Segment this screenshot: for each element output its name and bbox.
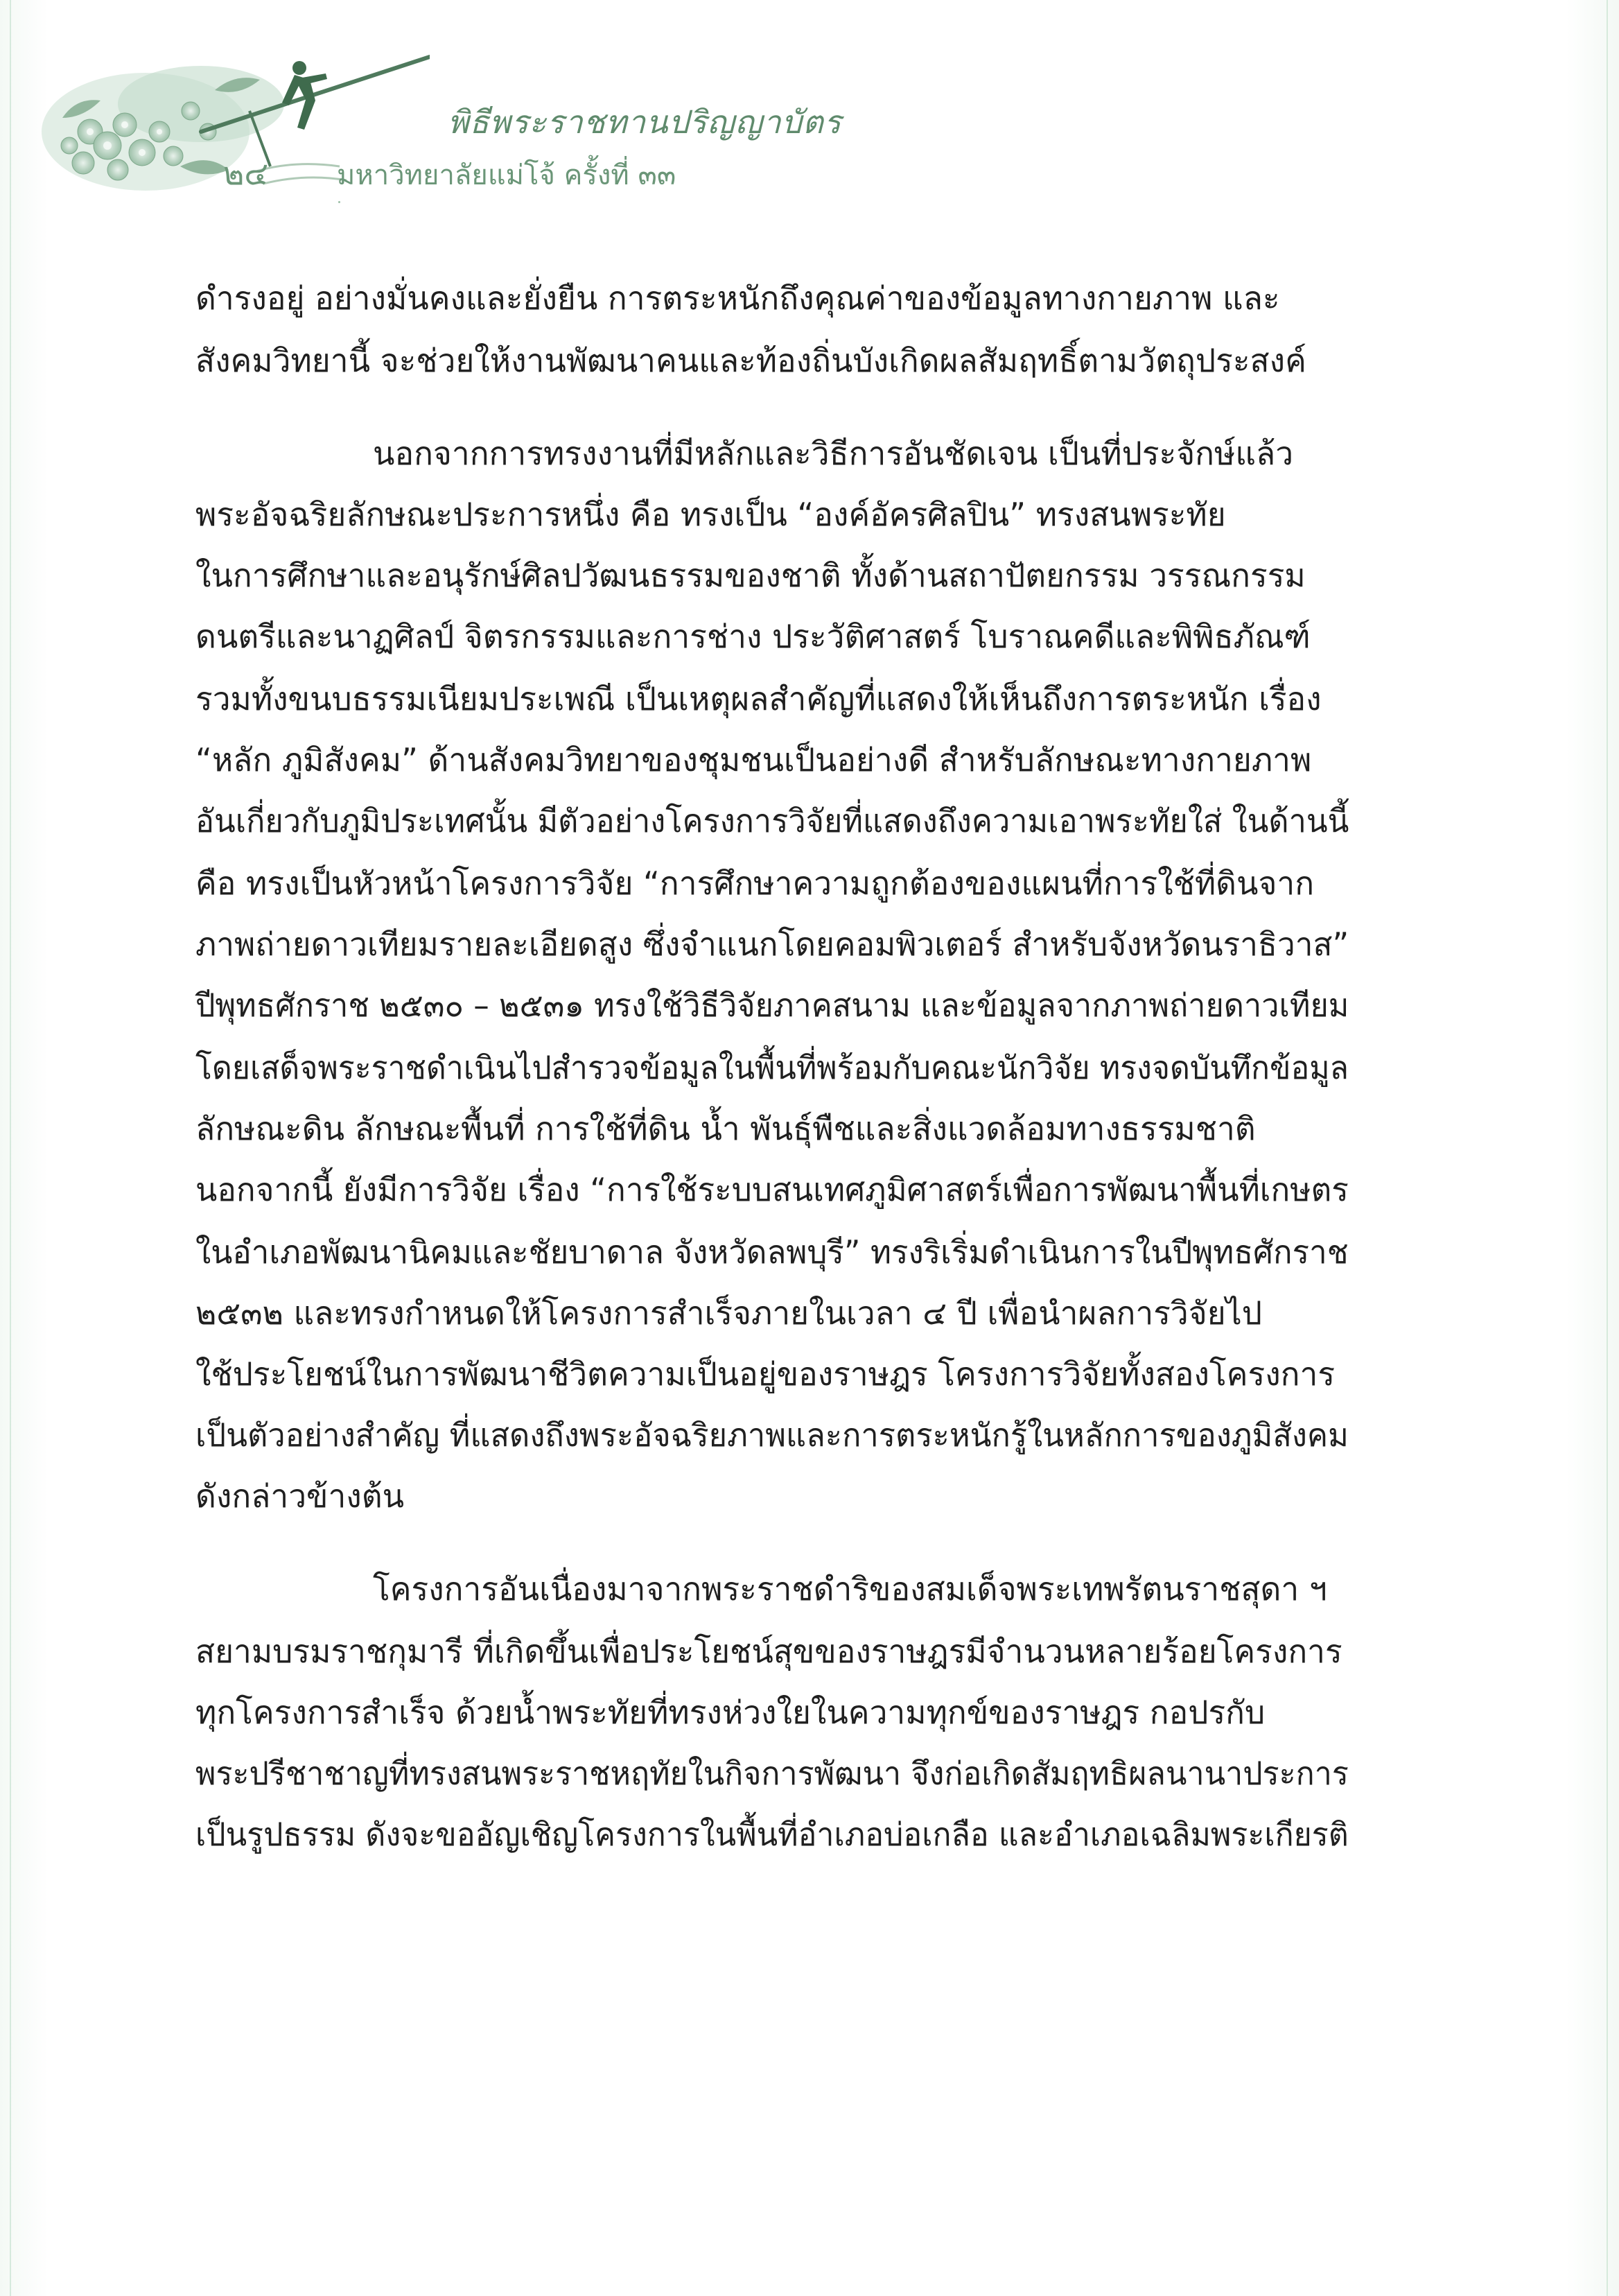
body-line: ในอำเภอพัฒนานิคมและชัยบาดาล จังหวัดลพบุรี” ทรงริเริ่มดำเนินการในปีพุทธศักราช [195,1233,1349,1271]
university-subtitle: มหาวิทยาลัยแม่โจ้ ครั้งที่ ๓๓ [337,159,676,191]
body-line: โดยเสด็จพระราชดำเนินไปสำรวจข้อมูลในพื้นที่พร้อมกับคณะนักวิจัย ทรงจดบันทึกข้อมูล [195,1049,1349,1086]
body-line: อันเกี่ยวกับภูมิประเทศนั้น มีตัวอย่างโครงการวิจัยที่แสดงถึงความเอาพระทัยใส่ ในด้านนี้ [195,802,1349,840]
body-line: นอกจากนี้ ยังมีการวิจัย เรื่อง “การใช้ระบบสนเทศภูมิศาสตร์เพื่อการพัฒนาพื้นที่เกษตร [195,1171,1349,1208]
page-left-edge [10,0,11,2296]
body-line: ๒๕๓๒ และทรงกำหนดให้โครงการสำเร็จภายในเวลา ๔ ปี เพื่อนำผลการวิจัยไป [195,1294,1263,1332]
body-line: ทุกโครงการสำเร็จ ด้วยน้ำพระทัยที่ทรงห่วงใยในความทุกข์ของราษฎร กอปรกับ [195,1694,1266,1731]
header-dot-mark [338,201,340,203]
body-line: ลักษณะดิน ลักษณะพื้นที่ การใช้ที่ดิน น้ำ พันธุ์พืชและสิ่งแวดล้อมทางธรรมชาติ [195,1110,1256,1147]
body-line: ในการศึกษาและอนุรักษ์ศิลปวัฒนธรรมของชาติ ทั้งด้านสถาปัตยกรรม วรรณกรรม [195,557,1306,594]
body-line: คือ ทรงเป็นหัวหน้าโครงการวิจัย “การศึกษาความถูกต้องของแผนที่การใช้ที่ดินจาก [195,864,1315,902]
body-line: สังคมวิทยานี้ จะช่วยให้งานพัฒนาคนและท้องถิ่นบังเกิดผลสัมฤทธิ์ตามวัตถุประสงค์ [195,342,1306,379]
body-line: ภาพถ่ายดาวเทียมรายละเอียดสูง ซึ่งจำแนกโดยคอมพิวเตอร์ สำหรับจังหวัดนราธิวาส” [195,925,1349,963]
body-line: นอกจากการทรงงานที่มีหลักและวิธีการอันชัดเจน เป็นที่ประจักษ์แล้ว [373,435,1294,472]
body-line: ปีพุทธศักราช ๒๕๓๐ – ๒๕๓๑ ทรงใช้วิธีวิจัยภาคสนาม และข้อมูลจากภาพถ่ายดาวเทียม [195,986,1349,1024]
page-number: ๒๔ [223,155,269,192]
body-line: สยามบรมราชกุมารี ที่เกิดขึ้นเพื่อประโยชน์สุขของราษฎรมีจำนวนหลายร้อยโครงการ [195,1633,1342,1670]
body-line: “หลัก ภูมิสังคม” ด้านสังคมวิทยาของชุมชนเป็นอย่างดี สำหรับลักษณะทางกายภาพ [195,741,1312,779]
body-line: ดนตรีและนาฏศิลป์ จิตรกรรมและการช่าง ประวัติศาสตร์ โบราณคดีและพิพิธภัณฑ์ [195,618,1311,655]
body-line: รวมทั้งขนบธรรมเนียมประเพณี เป็นเหตุผลสำคัญที่แสดงให้เห็นถึงการตระหนัก เรื่อง [195,680,1322,718]
body-line: ดังกล่าวข้างต้น [195,1477,405,1515]
ceremony-title: พิธีพระราชทานปริญญาบัตร [448,103,842,141]
body-line: พระอัจฉริยลักษณะประการหนึ่ง คือ ทรงเป็น “องค์อัครศิลปิน” ทรงสนพระทัย [195,496,1226,533]
body-line: โครงการอันเนื่องมาจากพระราชดำริของสมเด็จพระเทพรัตนราชสุดา ฯ [373,1570,1327,1608]
body-line: เป็นรูปธรรม ดังจะขออัญเชิญโครงการในพื้นที่อำเภอบ่อเกลือ และอำเภอเฉลิมพระเกียรติ [195,1816,1349,1853]
body-line: พระปรีชาชาญที่ทรงสนพระราชหฤทัยในกิจการพัฒนา จึงก่อเกิดสัมฤทธิผลนานาประการ [195,1755,1349,1792]
body-line: ดำรงอยู่ อย่างมั่นคงและยั่งยืน การตระหนักถึงคุณค่าของข้อมูลทางกายภาพ และ [195,279,1280,317]
body-line: เป็นตัวอย่างสำคัญ ที่แสดงถึงพระอัจฉริยภาพและการตระหนักรู้ในหลักการของภูมิสังคม [195,1416,1349,1454]
page-right-edge [1607,0,1608,2296]
body-line: ใช้ประโยชน์ในการพัฒนาชีวิตความเป็นอยู่ของราษฎร โครงการวิจัยทั้งสองโครงการ [195,1355,1336,1393]
